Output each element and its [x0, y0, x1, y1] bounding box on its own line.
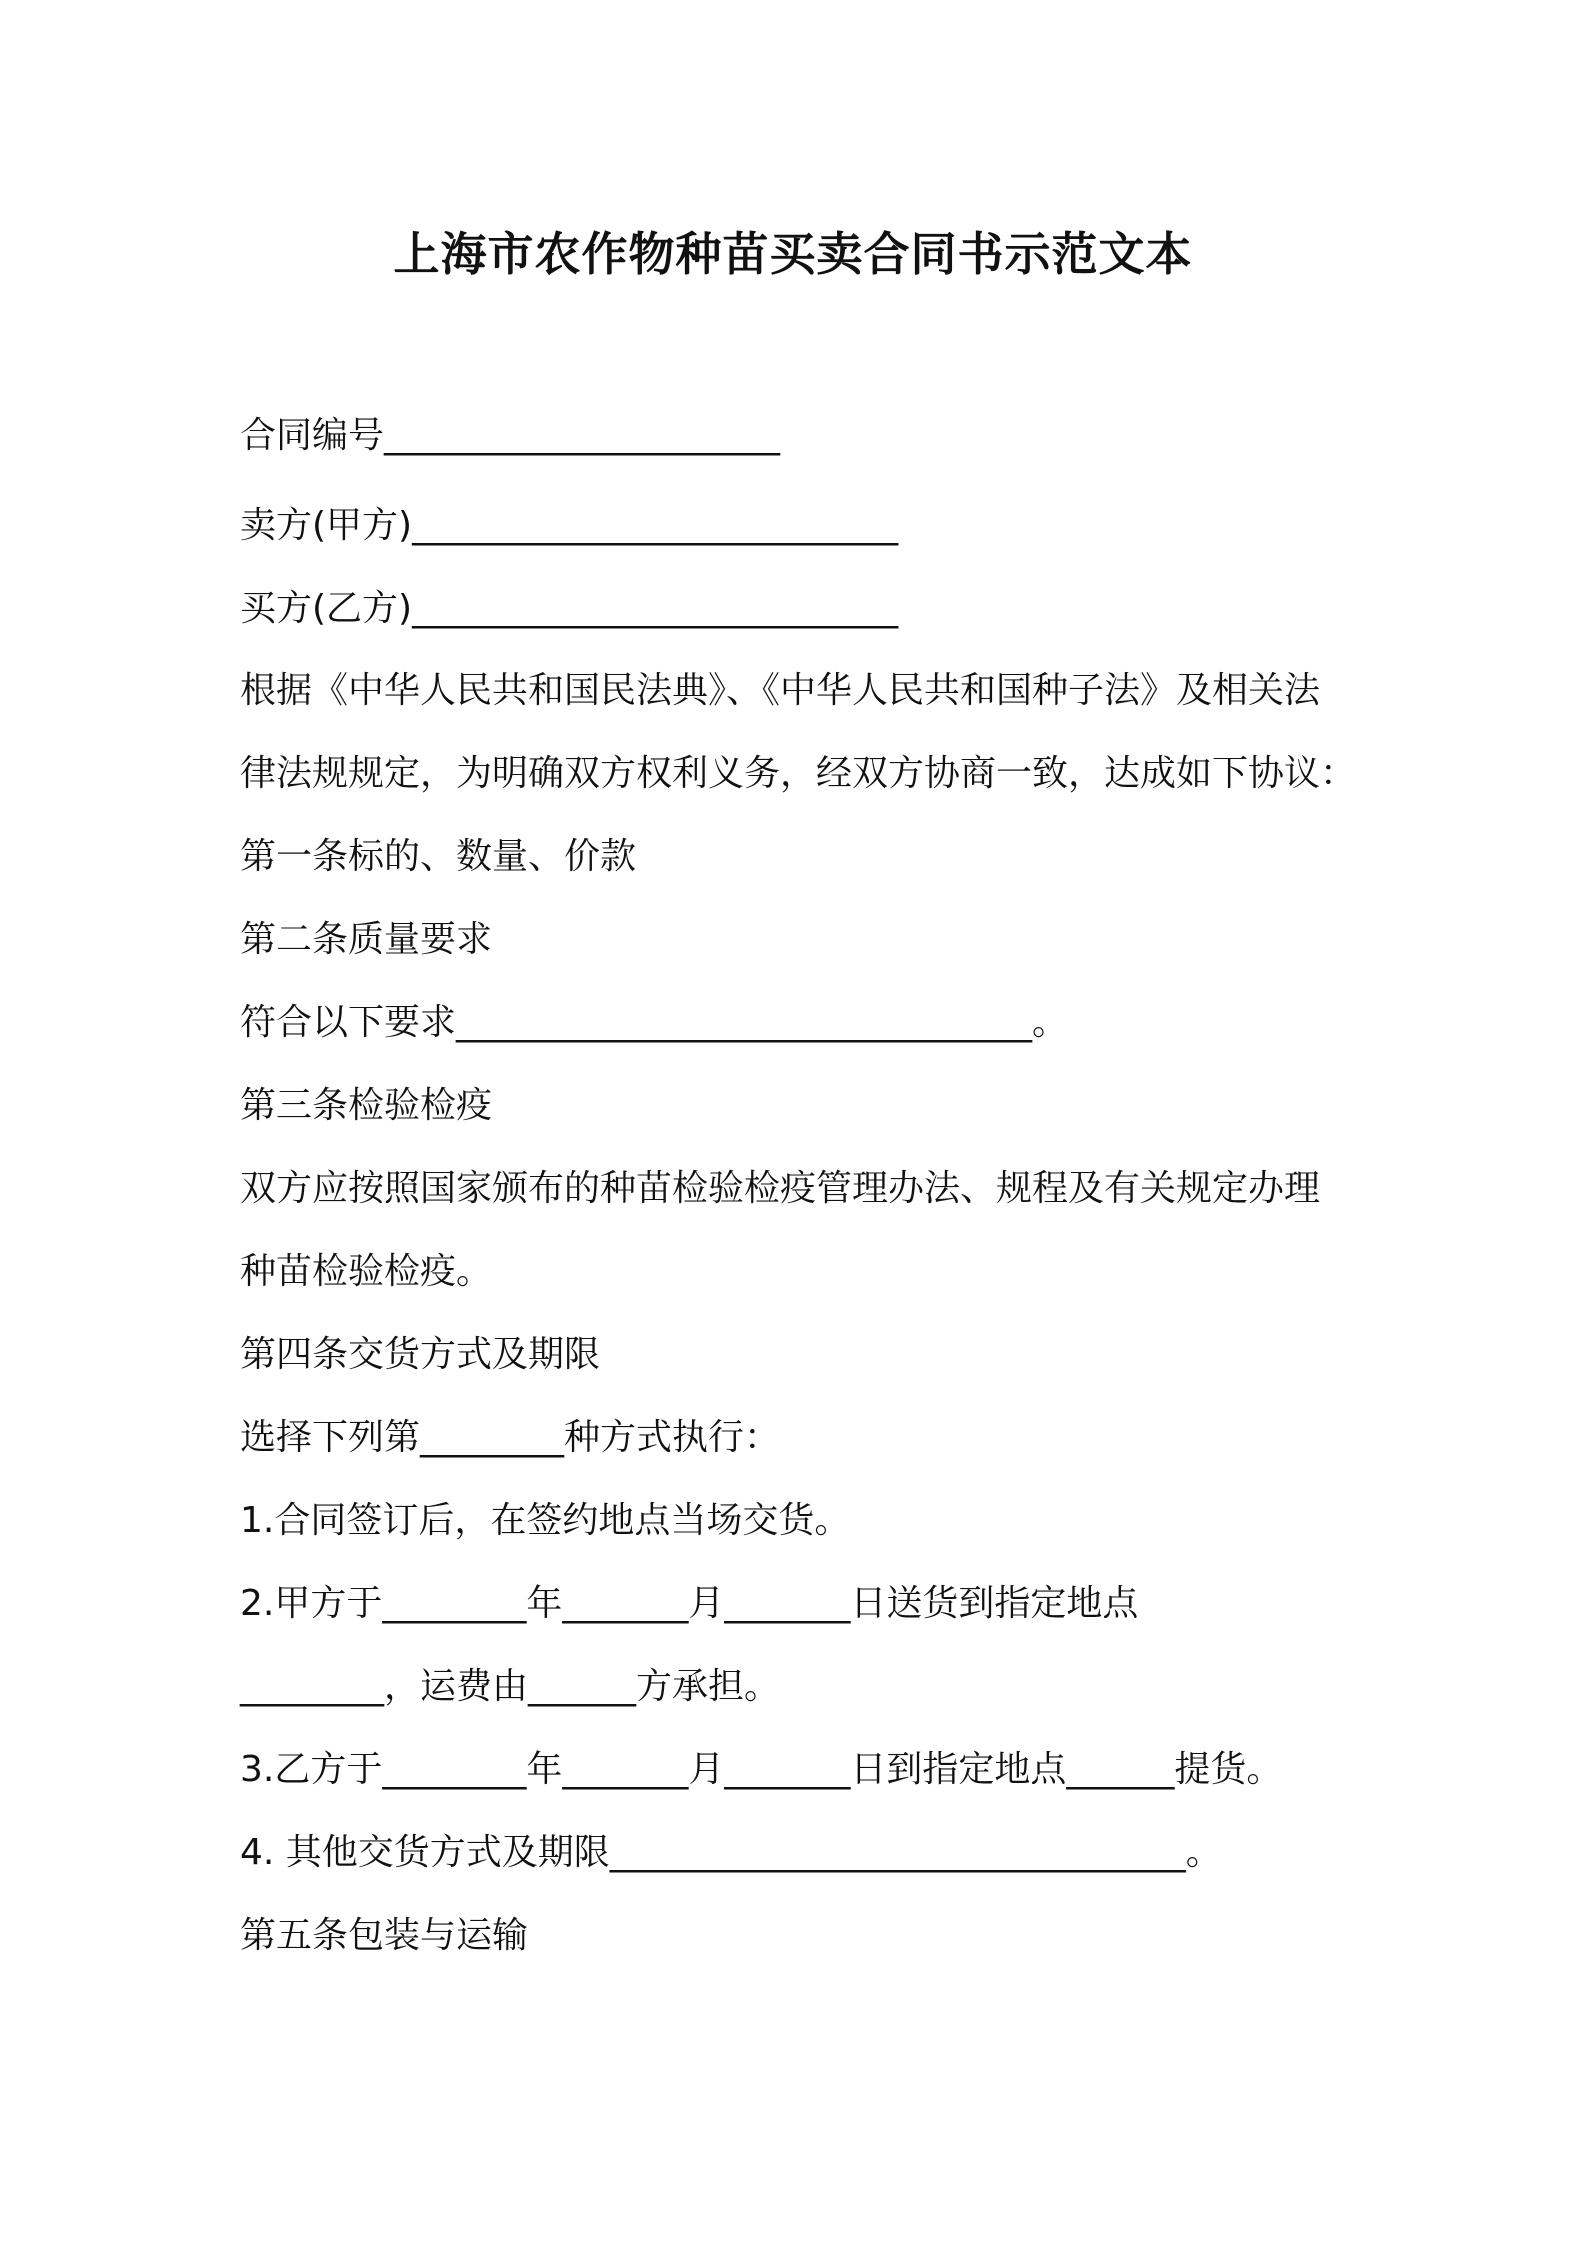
preamble-line-2: 律法规规定，为明确双方权利义务，经双方协商一致，达成如下协议：: [240, 753, 1357, 794]
inspection-line-1: 双方应按照国家颁布的种苗检验检疫管理办法、规程及有关规定办理: [240, 1168, 1321, 1209]
document-title: 上海市农作物种苗买卖合同书示范文本: [393, 227, 1193, 281]
preamble-line-1: 根据《中华人民共和国民法典》、《中华人民共和国种子法》及相关法: [240, 670, 1321, 711]
article-4-heading: 第四条交货方式及期限: [240, 1334, 601, 1375]
quality-requirement-line: 符合以下要求________________________________。: [240, 1002, 1069, 1043]
seller-line: 卖方(甲方)___________________________: [240, 505, 899, 546]
buyer-line: 买方(乙方)___________________________: [240, 588, 899, 629]
article-3-heading: 第三条检验检疫: [240, 1085, 493, 1126]
article-5-heading: 第五条包装与运输: [240, 1915, 529, 1956]
delivery-option-2-line-2: ________，运费由______方承担。: [240, 1666, 781, 1707]
inspection-line-2: 种苗检验检疫。: [240, 1251, 493, 1292]
delivery-option-3: 3.乙方于________年_______月_______日到指定地点______提货。: [240, 1749, 1283, 1790]
delivery-option-2-line-1: 2.甲方于________年_______月_______日送货到指定地点: [240, 1583, 1139, 1624]
delivery-option-1: 1.合同签订后，在签约地点当场交货。: [240, 1500, 851, 1541]
delivery-option-4: 4. 其他交货方式及期限________________________________。: [240, 1832, 1222, 1873]
delivery-choice-line: 选择下列第________种方式执行：: [240, 1417, 781, 1458]
article-1-heading: 第一条标的、数量、价款: [240, 836, 637, 877]
article-2-heading: 第二条质量要求: [240, 919, 493, 960]
contract-number-line: 合同编号______________________: [240, 415, 781, 456]
